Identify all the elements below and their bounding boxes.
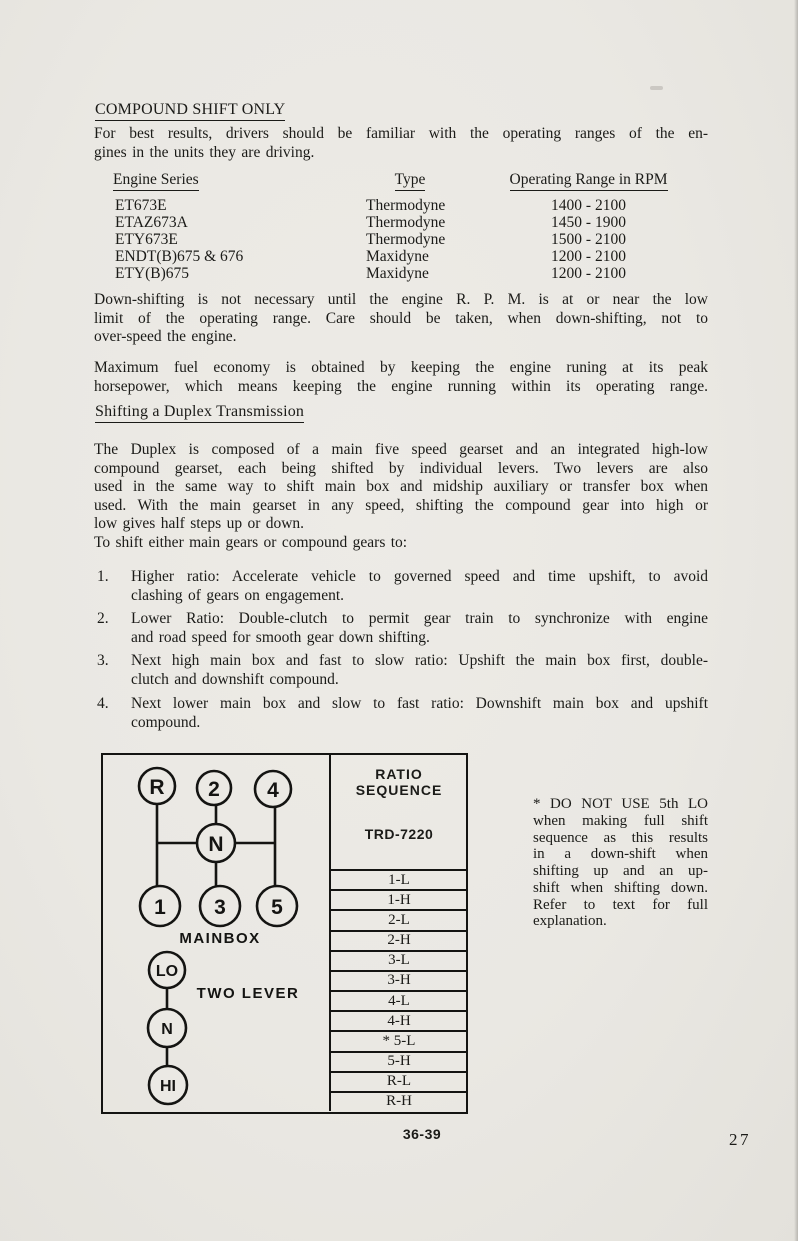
engine-series-header: Engine Series: [113, 171, 199, 189]
heading-text: Shifting a Duplex Transmission: [95, 403, 304, 423]
text-line: in a down-shift when: [533, 846, 708, 863]
compound-label-N: N: [161, 1021, 173, 1038]
text-line: shifting up and an up-: [533, 863, 708, 879]
table-cell: Thermodyne: [366, 214, 446, 232]
ratio-row: 4-L: [331, 990, 467, 1010]
ratio-sequence-table: [329, 755, 467, 1111]
ratio-row: R-L: [331, 1071, 467, 1091]
text-line: sequence as this results: [533, 829, 708, 846]
list-item: [94, 610, 708, 647]
text-line: shift when shifting down.: [533, 879, 708, 896]
ratio-row: 2-L: [331, 909, 467, 929]
shift-label-R: R: [149, 776, 165, 799]
text-line: compound.: [131, 713, 201, 731]
list-number: 4.: [97, 695, 109, 712]
shift-label-4: 4: [267, 779, 279, 802]
text-line: explanation.: [533, 913, 607, 930]
text-line: over-speed the engine.: [94, 328, 237, 345]
compound-label-LO: LO: [155, 963, 179, 980]
type-header: Type: [366, 171, 454, 189]
text-line: limit of the operating range. Care should be taken, when down-shifting, not to: [94, 309, 708, 327]
intro-paragraph: [94, 125, 708, 162]
downshift-paragraph: [94, 291, 708, 347]
text-line: Next high main box and fast to slow ratio: Upshift the main box first, double-: [131, 652, 708, 669]
scan-smudge: [650, 86, 663, 90]
shift-label-N: N: [208, 833, 224, 856]
table-cell: 1400 - 2100: [551, 197, 626, 214]
shift-label-5: 5: [271, 896, 283, 919]
text-line: Down-shifting is not necessary until the engine R. P. M. is at or near the low: [94, 291, 708, 308]
ratio-row: 2-H: [331, 930, 467, 950]
text-line: low gives half steps up or down.: [94, 515, 305, 532]
text-line: gines in the units they are driving.: [94, 143, 315, 161]
text-line: Higher ratio: Accelerate vehicle to governed speed and time upshift, to avoid: [131, 568, 708, 585]
list-number: 1.: [97, 568, 109, 585]
text-line: Refer to text for full: [533, 896, 708, 913]
table-cell: 1450 - 1900: [551, 214, 626, 232]
text-line: compound gearset, each being shifted by individual levers. Two levers are also: [94, 459, 708, 477]
page-number: 27: [729, 1130, 751, 1149]
shift-label-2: 2: [208, 778, 220, 801]
ratio-row: 1-L: [331, 869, 467, 889]
table-cell: Thermodyne: [366, 197, 446, 214]
text-line: clashing of gears on engagement.: [131, 586, 345, 604]
list-number: 3.: [97, 652, 109, 669]
shift-label-3: 3: [214, 896, 226, 919]
table-cell: ETY673E: [115, 231, 178, 249]
figure-caption: 36-39: [402, 1126, 442, 1142]
lead-in-line: [94, 534, 708, 553]
table-cell: ET673E: [115, 197, 167, 214]
text-line: used. With the main gearset in any speed, shifting the compound gear into high or: [94, 496, 708, 514]
ratio-sequence-title: RATIO SEQUENCE: [355, 766, 443, 798]
ratio-row: 1-H: [331, 889, 467, 909]
ratio-row: R-H: [331, 1091, 467, 1111]
text-line: The Duplex is composed of a main five speed gearset and an integrated high-low: [94, 441, 708, 458]
table-cell: Maxidyne: [366, 248, 429, 266]
ratio-row: * 5-L: [331, 1030, 467, 1050]
ratio-rows: [331, 869, 467, 1111]
operating-range-header: Operating Range in RPM: [492, 171, 685, 189]
text-line: Next lower main box and slow to fast ratio: Downshift main box and upshift: [131, 695, 708, 712]
text-line: when making full shift: [533, 812, 708, 829]
table-cell: 1200 - 2100: [551, 265, 626, 283]
text-line: Lower Ratio: Double-clutch to permit gear train to synchronize with engine: [131, 610, 708, 627]
fuel-economy-paragraph: [94, 359, 708, 396]
shift-label-1: 1: [154, 896, 166, 919]
type-column: [366, 197, 445, 282]
table-cell: ETY(B)675: [115, 265, 190, 283]
range-column: [492, 197, 685, 282]
text-line: Maximum fuel economy is obtained by keeping the engine runing at its peak: [94, 359, 708, 376]
text-line: and road speed for smooth gear down shifting.: [131, 628, 430, 646]
table-cell: Thermodyne: [366, 231, 446, 249]
section-heading-compound-shift: [95, 101, 285, 119]
mainbox-label: MAINBOX: [179, 930, 261, 947]
text-line: For best results, drivers should be familiar with the operating ranges of the en-: [94, 125, 708, 142]
heading-text: COMPOUND SHIFT ONLY: [95, 101, 285, 121]
ratio-row: 5-H: [331, 1051, 467, 1071]
list-item: [94, 652, 708, 689]
list-item: [94, 695, 708, 732]
table-cell: 1500 - 2100: [551, 231, 626, 249]
text-line: To shift either main gears or compound gears to:: [94, 534, 408, 551]
table-cell: ETAZ673A: [115, 214, 188, 232]
text-line: * DO NOT USE 5th LO: [533, 796, 708, 812]
ratio-row: 3-H: [331, 970, 467, 990]
list-item: [94, 568, 708, 605]
section-heading-duplex: [95, 403, 304, 421]
compound-label-HI: HI: [160, 1078, 176, 1095]
scan-edge-shadow: [794, 0, 798, 1241]
transmission-model: TRD-7220: [364, 826, 434, 842]
text-line: clutch and downshift compound.: [131, 670, 339, 688]
text-line: used in the same way to shift main box and midship auxiliary or transfer box when: [94, 478, 708, 495]
ratio-row: 4-H: [331, 1010, 467, 1030]
table-cell: 1200 - 2100: [551, 248, 626, 266]
footnote: [533, 796, 708, 930]
list-number: 2.: [97, 610, 109, 627]
duplex-paragraph: [94, 441, 708, 534]
shift-pattern-figure: [101, 753, 468, 1114]
ratio-row: 3-L: [331, 950, 467, 970]
two-lever-label: TWO LEVER: [196, 985, 300, 1002]
text-line: horsepower, which means keeping the engine running within its operating range.: [94, 377, 708, 395]
table-cell: Maxidyne: [366, 265, 429, 283]
table-cell: ENDT(B)675 & 676: [115, 248, 244, 266]
engine-series-column: [115, 197, 243, 282]
